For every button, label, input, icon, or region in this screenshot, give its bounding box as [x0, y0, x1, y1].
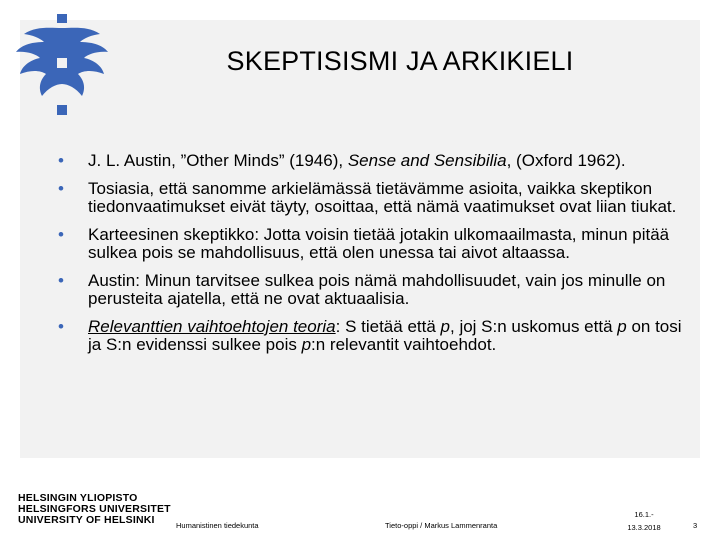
bullet-text-run: Relevanttien vaihtoehtojen teoria [88, 317, 336, 336]
bullet-text-run: Austin: Minun tarvitsee sulkea pois nämä mahdollisuudet, vain jos minulle on perusteita ajatella, että ne ovat aktuaalisia. [88, 271, 666, 308]
bullet-text-run: p [301, 335, 312, 354]
footer-date [618, 508, 670, 534]
bullet-text-run: Tosiasia, että sanomme arkielämässä tietävämme asioita, vaikka skeptikon tiedonvaatimukset eivät täyty, osoittaa, että nämä vaatimukset ovat liian tiukat. [88, 179, 677, 216]
bullet-item [58, 152, 698, 170]
bullet-dot-icon: • [58, 317, 64, 336]
bullet-dot-icon: • [58, 179, 64, 198]
footer-faculty: Humanistinen tiedekunta [176, 521, 259, 530]
bullet-item [58, 226, 698, 262]
footer-date-line2: 13.3.2018 [627, 523, 661, 532]
university-name [18, 493, 171, 526]
bullet-item [58, 180, 698, 216]
university-name-fi: HELSINGIN YLIOPISTO [18, 492, 138, 504]
bullet-text-run: Karteesinen skeptikko: Jotta voisin tietää jotakin ulkomaailmasta, minun pitää sulkea pois se mahdollisuus, että olen unessa tai aivot altaassa. [88, 225, 670, 262]
bullet-dot-icon: • [58, 225, 64, 244]
bullet-text-run: p [617, 317, 627, 336]
footer-date-line1: 16.1.- [634, 510, 654, 519]
bullet-list [58, 152, 698, 364]
bullet-text-run: : S tietää että [335, 317, 441, 336]
university-logo-icon [10, 14, 130, 124]
university-name-sv: HELSINGFORS UNIVERSITET [18, 503, 171, 515]
bullet-text-run: p [440, 317, 450, 336]
university-name-en: UNIVERSITY OF HELSINKI [18, 514, 155, 526]
bullet-text-run: :n relevantit vaihtoehdot. [311, 335, 497, 354]
footer [0, 490, 720, 540]
bullet-text-run: J. L. Austin, ”Other Minds” (1946), [88, 151, 348, 170]
bullet-item [58, 318, 698, 354]
bullet-text-run: , joj S:n uskomus että [450, 317, 618, 336]
bullet-text-run: Sense and Sensibilia [347, 151, 507, 170]
bullet-dot-icon: • [58, 151, 64, 170]
page-number: 3 [693, 521, 698, 530]
bullet-text-run: , (Oxford 1962). [506, 151, 626, 170]
bullet-dot-icon: • [58, 271, 64, 290]
bullet-item [58, 272, 698, 308]
footer-course: Tieto-oppi / Markus Lammenranta [385, 521, 498, 530]
slide-title: SKEPTISISMI JA ARKIKIELI [226, 46, 574, 76]
bullet-text-run: on tosi ja S:n evidenssi sulkee pois [88, 317, 682, 354]
